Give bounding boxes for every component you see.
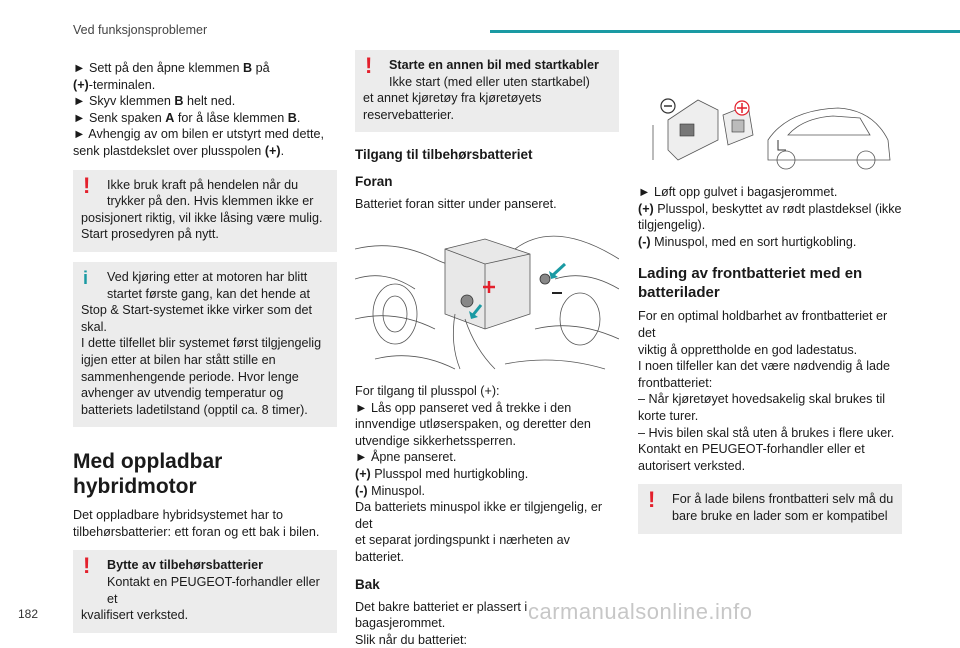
text-line: Det bakre batteriet er plassert i bagasjerommet. <box>355 599 528 631</box>
text-line: Slik når du batteriet: <box>355 632 468 647</box>
text-line: utvendige sikkerhetssperren. <box>355 433 517 448</box>
subheading-access: Tilgang til tilbehørsbatteriet <box>355 147 533 163</box>
warning-box: ! Bytte av tilbehørsbatterier Kontakt en PEUGEOT-forhandler eller et kvalifisert verksted. <box>73 550 337 632</box>
subheading-front: Foran <box>355 174 393 190</box>
warning-box: ! For å lade bilens frontbatteri selv må du bare bruke en lader som er kompatibel <box>638 484 902 533</box>
warning-box: ! Starte en annen bil med startkabler Ikke start (med eller uten startkabel) et annet kjøretøy fra kjøretøyets reservebatterier. <box>355 50 619 132</box>
intro-line: tilbehørsbatterier: ett foran og ett bak i bilen. <box>73 524 320 539</box>
text-line: – Når kjøretøyet hovedsakelig skal brukes til <box>638 392 886 407</box>
text-line: (+) Plusspol med hurtigkobling. <box>355 466 529 481</box>
column-2 <box>355 50 619 648</box>
header-accent-bar <box>490 30 960 33</box>
step-line: ► Avhengig av om bilen er utstyrt med dette, <box>73 127 324 142</box>
text-line: et separat jordingspunkt i nærheten av batteriet. <box>355 533 570 564</box>
section-heading: Med oppladbar hybridmotor <box>73 450 223 499</box>
text-line: innvendige utløserspaken, og deretter den <box>355 417 591 432</box>
text-line: (-) Minuspol, med en sort hurtigkobling. <box>638 234 857 249</box>
step-line: ► Skyv klemmen B helt ned. <box>73 94 236 109</box>
warning-icon: ! <box>83 172 91 198</box>
step-line: (+)-terminalen. <box>73 77 156 92</box>
text-line: Da batteriets minuspol ikke er tilgjengelig, er det <box>355 500 603 531</box>
section-heading: Lading av frontbatteriet med en batterilader <box>638 265 863 302</box>
step-line: senk plastdekslet over plusspolen (+). <box>73 143 285 158</box>
rear-battery-illustration <box>638 80 902 170</box>
text-line: (+) Plusspol, beskyttet av rødt plastdeksel (ikke <box>638 201 902 216</box>
subheading-rear: Bak <box>355 576 380 592</box>
text-line: (-) Minuspol. <box>355 483 425 498</box>
front-text: Batteriet foran sitter under panseret. <box>355 197 557 212</box>
front-battery-illustration <box>355 219 619 379</box>
text-line: For tilgang til plusspol (+): <box>355 383 500 398</box>
step-line: ► Senk spaken A for å låse klemmen B. <box>73 110 301 125</box>
column-1 <box>73 60 337 633</box>
info-box: i Ved kjøring etter at motoren har blitt startet første gang, kan det hende at Stop & Start-systemet ikke virker som det skal. I dette tilfellet blir systemet først tilgjengelig igjen etter at bilen har stått stille en sammenhengende periode. Hvor lenge avhenger av utvendig temperatur og batteriets ladetilstand (opptil ca. 8 timer). <box>73 262 337 427</box>
page-number: 182 <box>18 607 39 621</box>
watermark: carmanualsonline.info <box>528 599 753 624</box>
text-line: I noen tilfeller kan det være nødvendig å lade <box>638 359 891 374</box>
warning-icon: ! <box>83 553 91 579</box>
warning-box: ! Ikke bruk kraft på hendelen når du trykker på den. Hvis klemmen ikke er posisjonert riktig, vil ikke låsing være mulig. Start prosedyren på nytt. <box>73 170 337 252</box>
step-line: ► Sett på den åpne klemmen B på <box>73 61 270 75</box>
warning-icon: ! <box>365 53 373 78</box>
text-line: ► Åpne panseret. <box>355 450 457 465</box>
info-icon: i <box>83 267 89 288</box>
text-line: Kontakt en PEUGEOT-forhandler eller et <box>638 442 865 457</box>
text-line: ► Lås opp panseret ved å trekke i den <box>355 400 572 415</box>
text-line: viktig å opprettholde en god ladestatus. <box>638 342 858 357</box>
text-line: tilgjengelig). <box>638 218 706 233</box>
text-line: autorisert verksted. <box>638 458 746 473</box>
text-line: ► Løft opp gulvet i bagasjerommet. <box>638 185 838 199</box>
column-3 <box>638 80 902 534</box>
text-line: – Hvis bilen skal stå uten å brukes i flere uker. <box>638 425 895 440</box>
text-line: frontbatteriet: <box>638 375 713 390</box>
intro-line: Det oppladbare hybridsystemet har to <box>73 508 284 523</box>
text-line: korte turer. <box>638 408 699 423</box>
text-line: For en optimal holdbarhet av frontbatteriet er det <box>638 309 888 340</box>
warning-icon: ! <box>648 487 656 513</box>
header-title: Ved funksjonsproblemer <box>73 23 208 37</box>
